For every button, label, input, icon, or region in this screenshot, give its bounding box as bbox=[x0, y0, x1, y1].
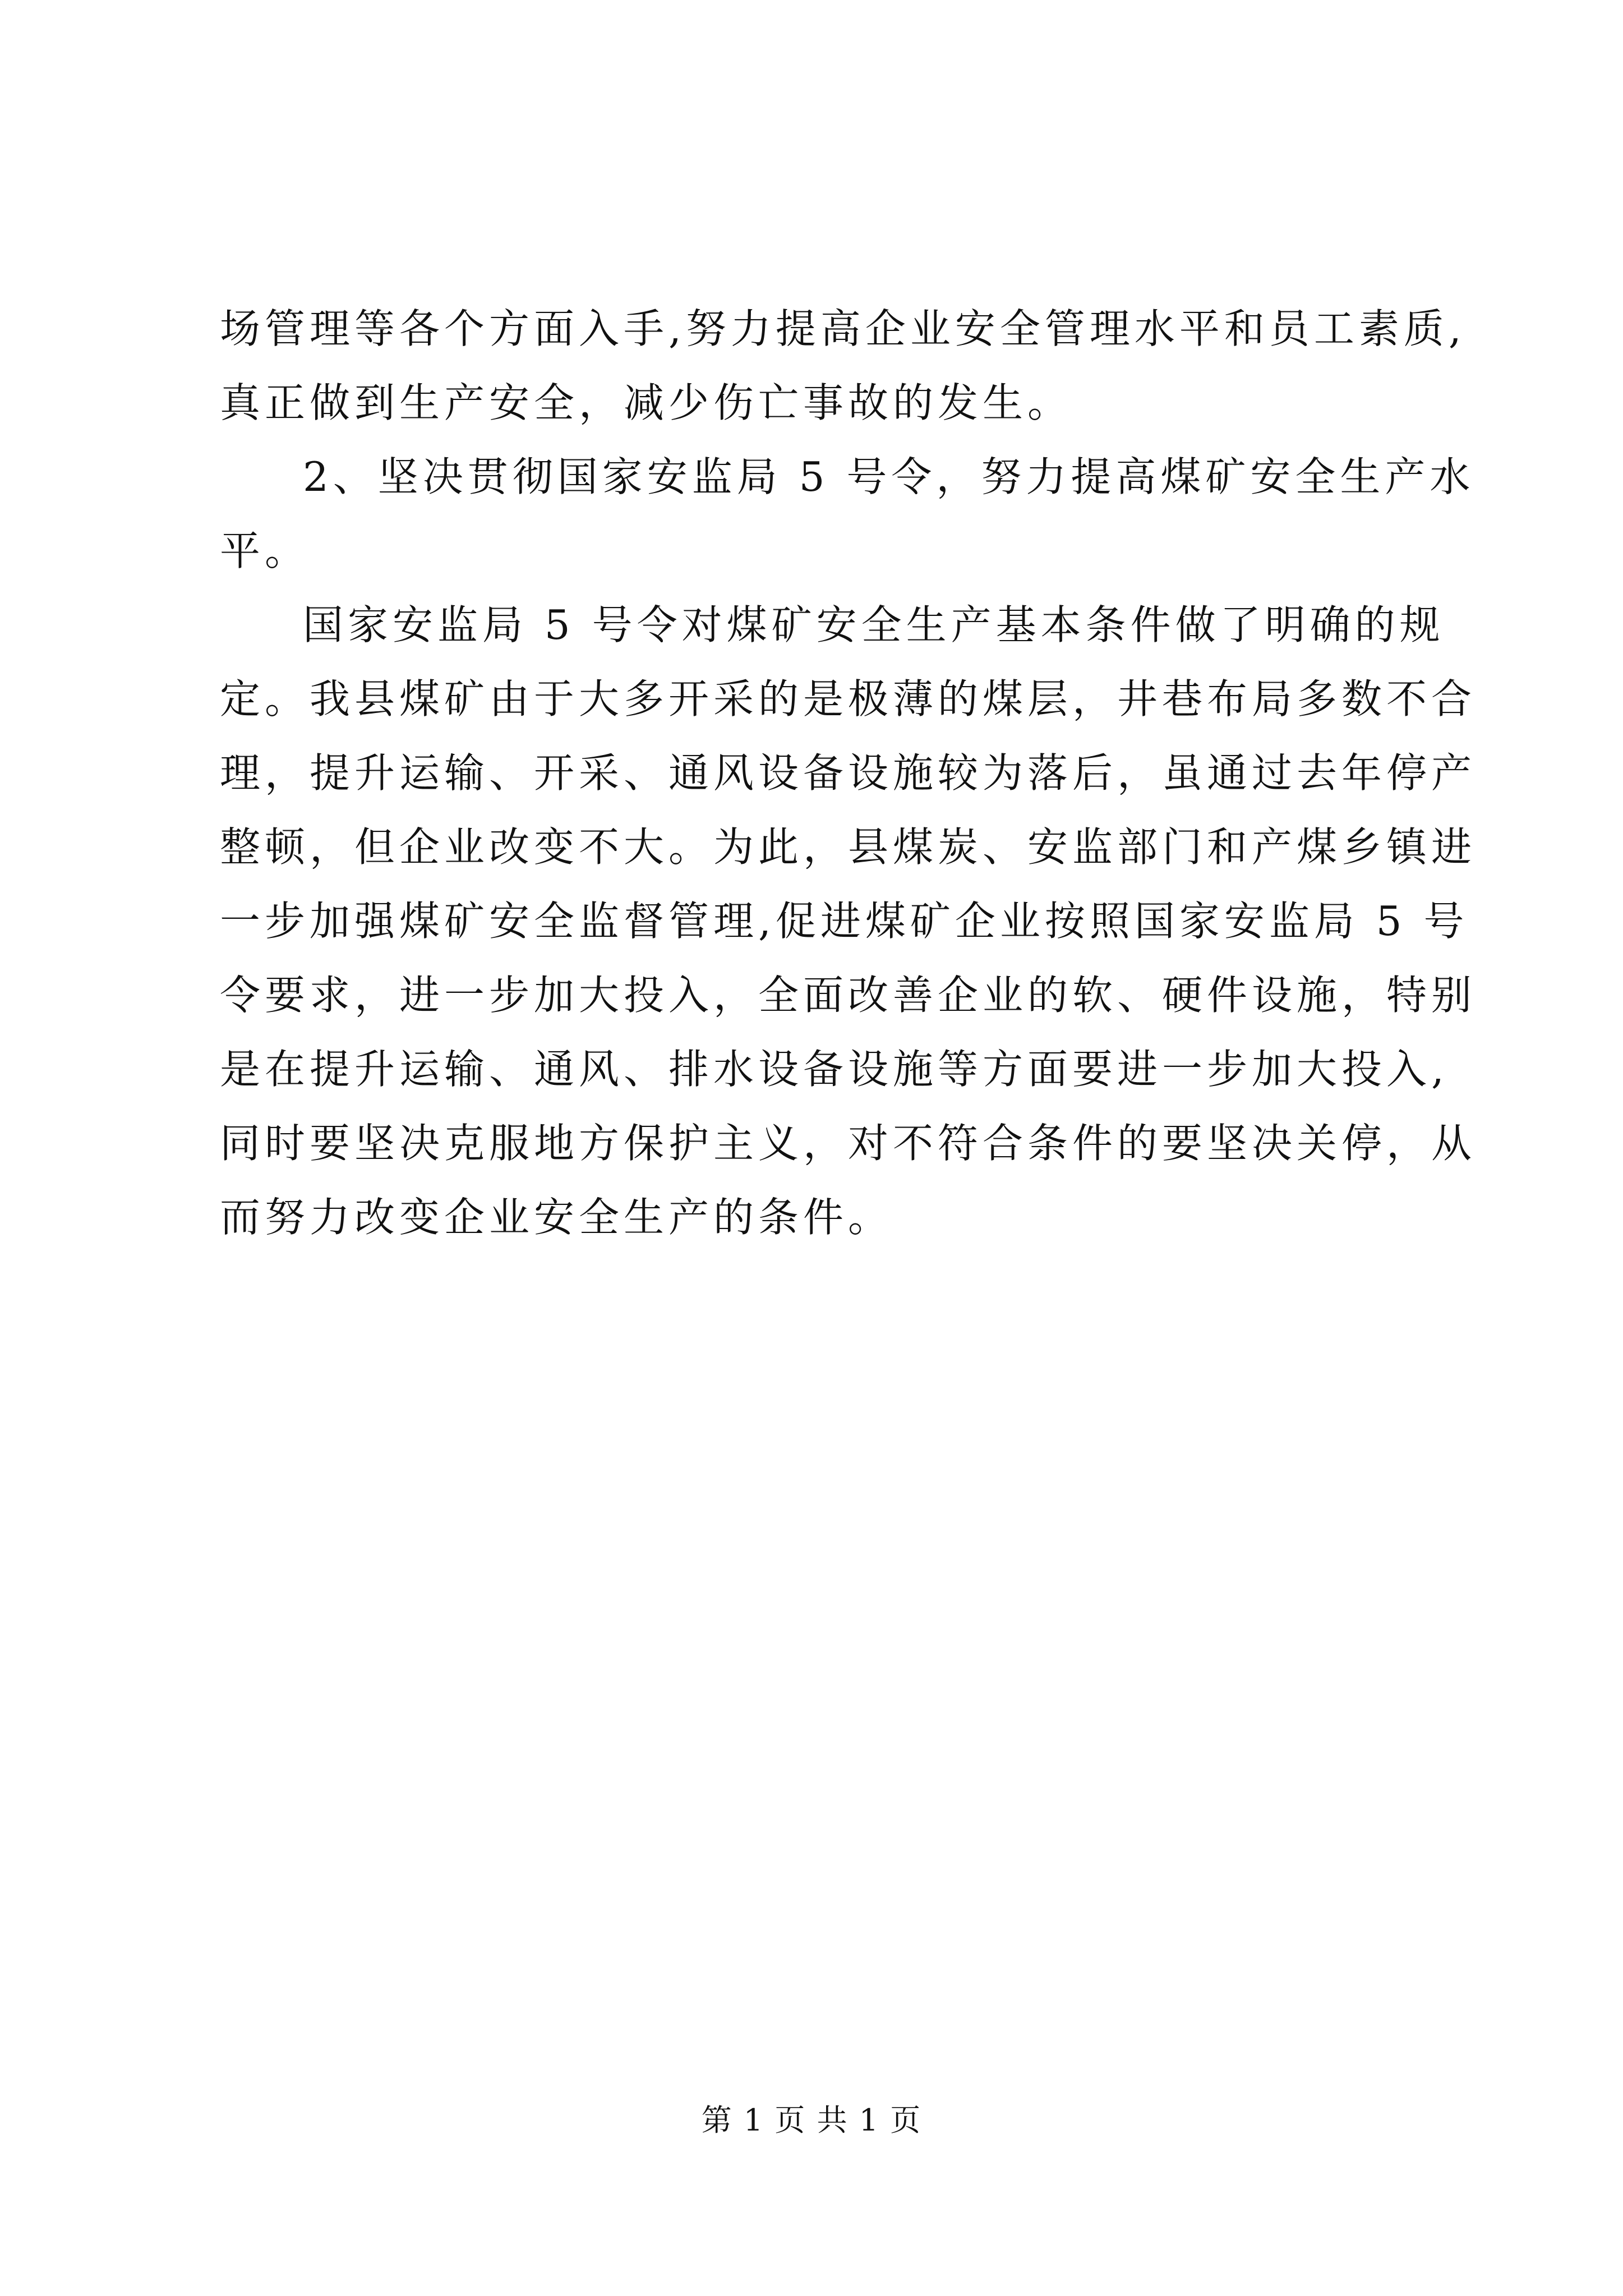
text-line: 定。我县煤矿由于大多开采的是极薄的煤层，井巷布局多数不合 bbox=[220, 675, 1477, 723]
text-line: 真正做到生产安全，减少伤亡事故的发生。 bbox=[220, 379, 1073, 426]
text-line: 理，提升运输、开采、通风设备设施较为落后，虽通过去年停产 bbox=[220, 749, 1477, 797]
document-body bbox=[220, 292, 1477, 1254]
text-line: 国家安监局 5 号令对煤矿安全生产基本条件做了明确的规 bbox=[303, 601, 1445, 648]
section-heading-line: 平。 bbox=[220, 527, 310, 574]
text-line: 场管理等各个方面入手,努力提高企业安全管理水平和员工素质, bbox=[220, 305, 1466, 352]
section-heading-line: 2、坚决贯彻国家安监局 5 号令，努力提高煤矿安全生产水 bbox=[303, 453, 1475, 500]
text-line: 同时要坚决克服地方保护主义，对不符合条件的要坚决关停，从 bbox=[220, 1120, 1477, 1167]
text-line: 而努力改变企业安全生产的条件。 bbox=[220, 1194, 893, 1241]
text-line: 是在提升运输、通风、排水设备设施等方面要进一步加大投入, bbox=[220, 1046, 1449, 1093]
text-line: 一步加强煤矿安全监督管理,促进煤矿企业按照国家安监局 5 号 bbox=[220, 898, 1469, 945]
text-line: 令要求，进一步加大投入，全面改善企业的软、硬件设施，特别 bbox=[220, 972, 1477, 1019]
text-line: 整顿，但企业改变不大。为此，县煤炭、安监部门和产煤乡镇进 bbox=[220, 823, 1477, 871]
page-number-footer: 第 1 页 共 1 页 bbox=[701, 2102, 922, 2138]
